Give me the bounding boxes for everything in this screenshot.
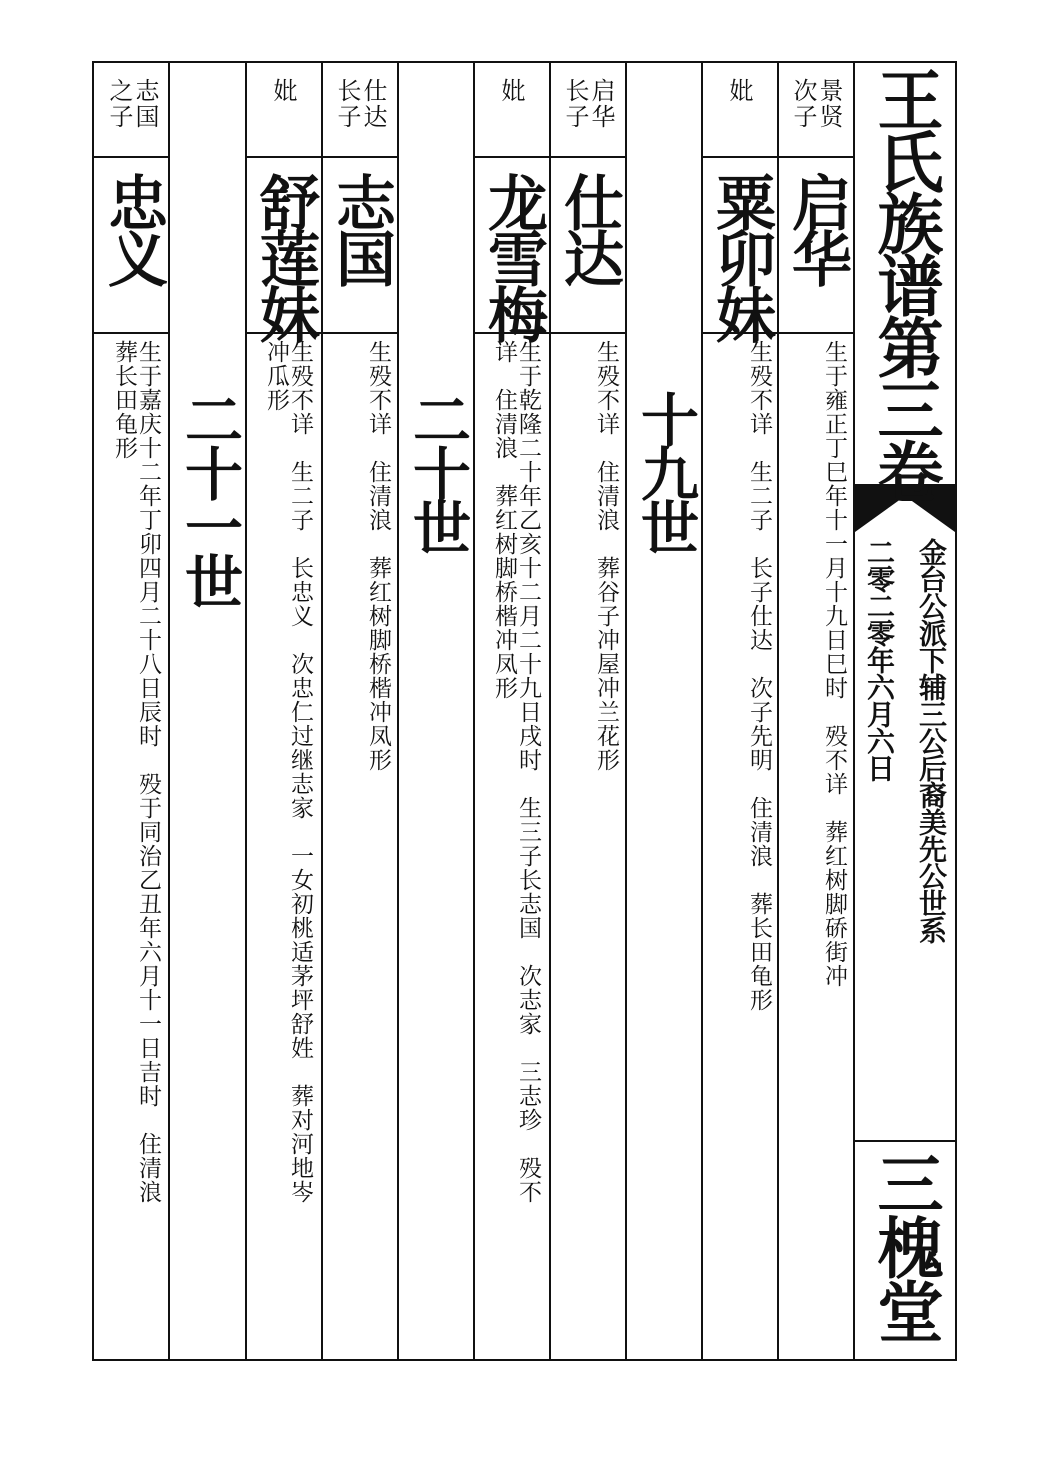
person-name: 启华	[782, 172, 852, 284]
column-divider	[701, 61, 703, 1361]
relation-label: 仕达 长子	[333, 78, 387, 130]
column-divider	[777, 61, 779, 1361]
column-divider	[549, 61, 551, 1361]
person-name: 忠义	[98, 172, 168, 284]
column-divider	[625, 61, 627, 1361]
row-divider	[473, 156, 627, 158]
row-divider	[245, 156, 399, 158]
compile-date: 二零二零年六月六日	[863, 538, 896, 781]
generation-label: 十九世	[631, 390, 699, 552]
person-name: 志国	[326, 172, 396, 284]
column-divider	[853, 61, 855, 1361]
hall-name: 三槐堂	[866, 1150, 944, 1342]
person-detail: 生于乾隆二十年乙亥十二月二十九日戌时 生三子长志国 次志家 三志珍 殁不 详 住清浪 葬红树脚桥楷冲凤形	[491, 340, 541, 1204]
person-detail: 生于嘉庆十二年丁卯四月二十八日辰时 殁于同治乙丑年六月十一日吉时 住清浪 葬长田龟形	[111, 340, 161, 1204]
relation-label: 志国 之子	[105, 78, 159, 130]
person-name: 粟卯妹	[706, 172, 776, 340]
person-name: 龙雪梅	[478, 172, 548, 340]
person-detail: 生殁不详 生二子 长忠义 次忠仁过继志家 一女初桃适茅坪舒姓 葬对河地岑 冲瓜形	[263, 340, 313, 1204]
generation-label: 二十一世	[175, 390, 243, 606]
relation-label: 景贤 次子	[789, 78, 843, 130]
generation-label: 二十世	[403, 390, 471, 552]
person-detail: 生殁不详 生二子 长子仕达 次子先明 住清浪 葬长田龟形	[746, 340, 772, 1012]
row-divider	[92, 156, 170, 158]
person-name: 舒莲妹	[250, 172, 320, 340]
person-detail: 生殁不详 住清浪 葬红树脚桥楷冲凤形	[365, 340, 391, 772]
hall-divider	[853, 1140, 957, 1142]
column-divider	[321, 61, 323, 1361]
lineage-subtitle: 金台公派下辅三公后裔美先公世系	[915, 538, 948, 943]
column-divider	[473, 61, 475, 1361]
row-divider	[701, 156, 855, 158]
column-divider	[397, 61, 399, 1361]
person-name: 仕达	[554, 172, 624, 284]
person-detail: 生于雍正丁巳年十一月十九日巳时 殁不详 葬红树脚硚街冲	[821, 340, 847, 988]
person-detail: 生殁不详 住清浪 葬谷子冲屋冲兰花形	[593, 340, 619, 772]
relation-label: 妣	[497, 78, 525, 104]
row-divider	[92, 332, 170, 334]
column-divider	[245, 61, 247, 1361]
relation-label: 妣	[269, 78, 297, 104]
relation-label: 启华 长子	[561, 78, 615, 130]
relation-label: 妣	[725, 78, 753, 104]
book-title: 王氏族谱第三卷	[866, 66, 944, 500]
column-divider	[168, 61, 170, 1361]
